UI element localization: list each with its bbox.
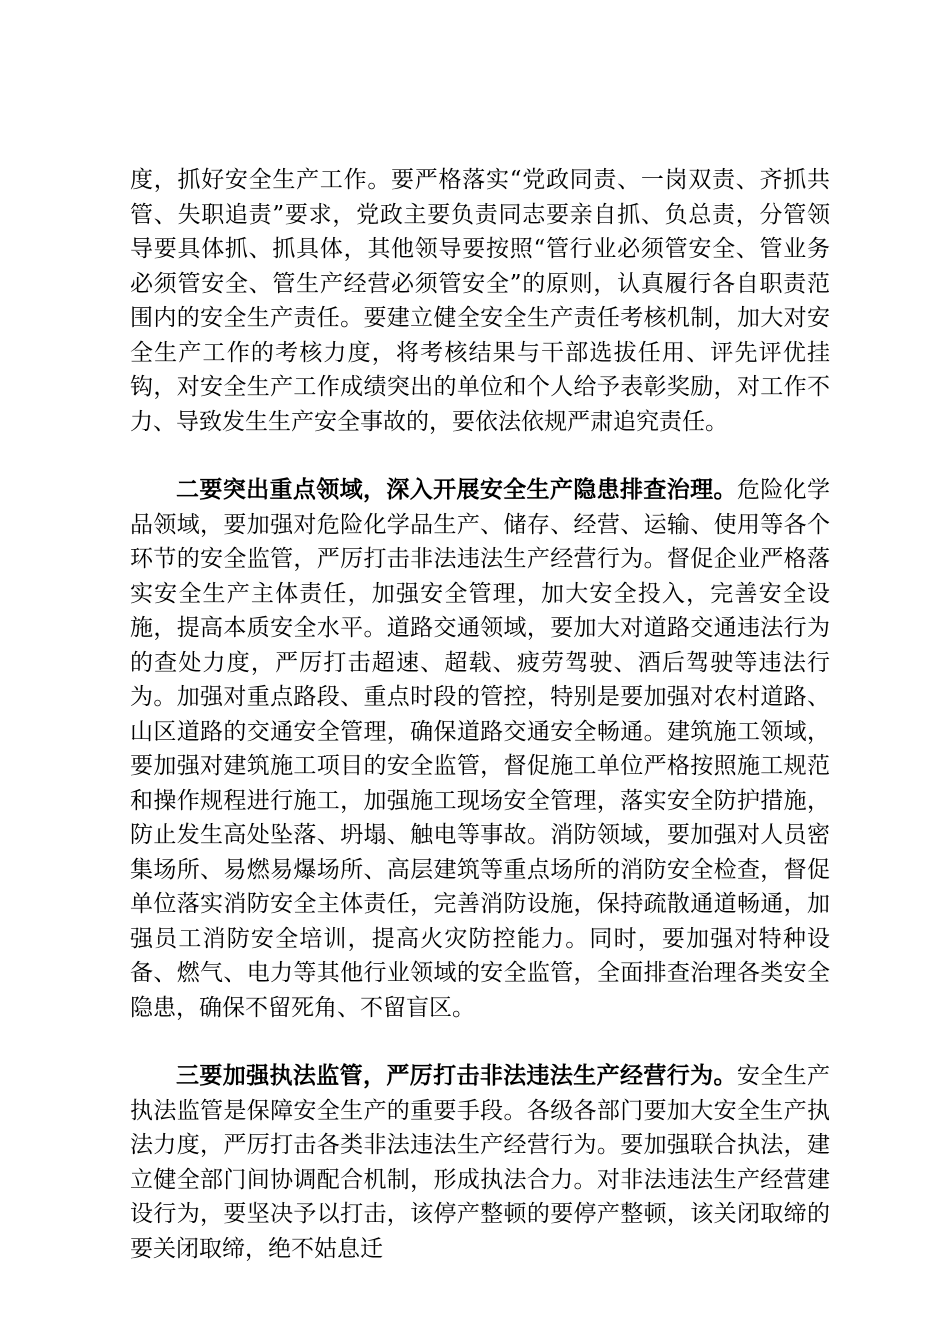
paragraph-2 (130, 473, 830, 1025)
paragraph-3-text: 安全生产执法监管是保障安全生产的重要手段。各级各部门要加大安全生产执法力度，严厉打击各类非法违法生产经营行为。要加强联合执法，建立健全部门间协调配合机制，形成执法合力。对非法违法生产经营建设行为，要坚决予以打击，该停产整顿的要停产整顿，该关闭取缔的要关闭取缔，绝不姑息迁 (130, 1063, 831, 1262)
paragraph-2-heading: 二要突出重点领域，深入开展安全生产隐患排查治理。 (176, 476, 737, 503)
paragraph-2-text: 危险化学品领域，要加强对危险化学品生产、储存、经营、运输、使用等各个环节的安全监管，严厉打击非法违法生产经营行为。督促企业严格落实安全生产主体责任，加强安全管理，加大安全投入，完善安全设施，提高本质安全水平。道路交通领域，要加大对道路交通违法行为的查处力度，严厉打击超速、超载、疲劳驾驶、酒后驾驶等违法行为。加强对重点路段、重点时段的管控，特别是要加强对农村道路、山区道路的交通安全管理，确保道路交通安全畅通。建筑施工领域，要加强对建筑施工项目的安全监管，督促施工单位严格按照施工规范和操作规程进行施工，加强施工现场安全管理，落实安全防护措施，防止发生高处坠落、坍塌、触电等事故。消防领域，要加强对人员密集场所、易燃易爆场所、高层建筑等重点场所的消防安全检查，督促单位落实消防安全主体责任，完善消防设施，保持疏散通道畅通，加强员工消防安全培训，提高火灾防控能力。同时，要加强对特种设备、燃气、电力等其他行业领域的安全监管，全面排查治理各类安全隐患，确保不留死角、不留盲区。 (130, 477, 831, 1021)
paragraph-3-heading: 三要加强执法监管，严厉打击非法违法生产经营行为。 (176, 1062, 737, 1089)
document-body (130, 163, 830, 1266)
paragraph-1-text: 度，抓好安全生产工作。要严格落实“党政同责、一岗双责、齐抓共管、失职追责”要求，党政主要负责同志要亲自抓、负总责，分管领导要具体抓、抓具体，其他领导要按照“管行业必须管安全、管业务必须管安全、管生产经营必须管安全”的原则，认真履行各自职责范围内的安全生产责任。要建立健全安全生产责任考核机制，加大对安全生产工作的考核力度，将考核结果与干部选拔任用、评先评优挂钩，对安全生产工作成绩突出的单位和个人给予表彰奖励，对工作不力、导致发生生产安全事故的，要依法依规严肃追究责任。 (130, 167, 830, 435)
paragraph-3 (130, 1059, 830, 1266)
paragraph-1 (130, 163, 830, 439)
